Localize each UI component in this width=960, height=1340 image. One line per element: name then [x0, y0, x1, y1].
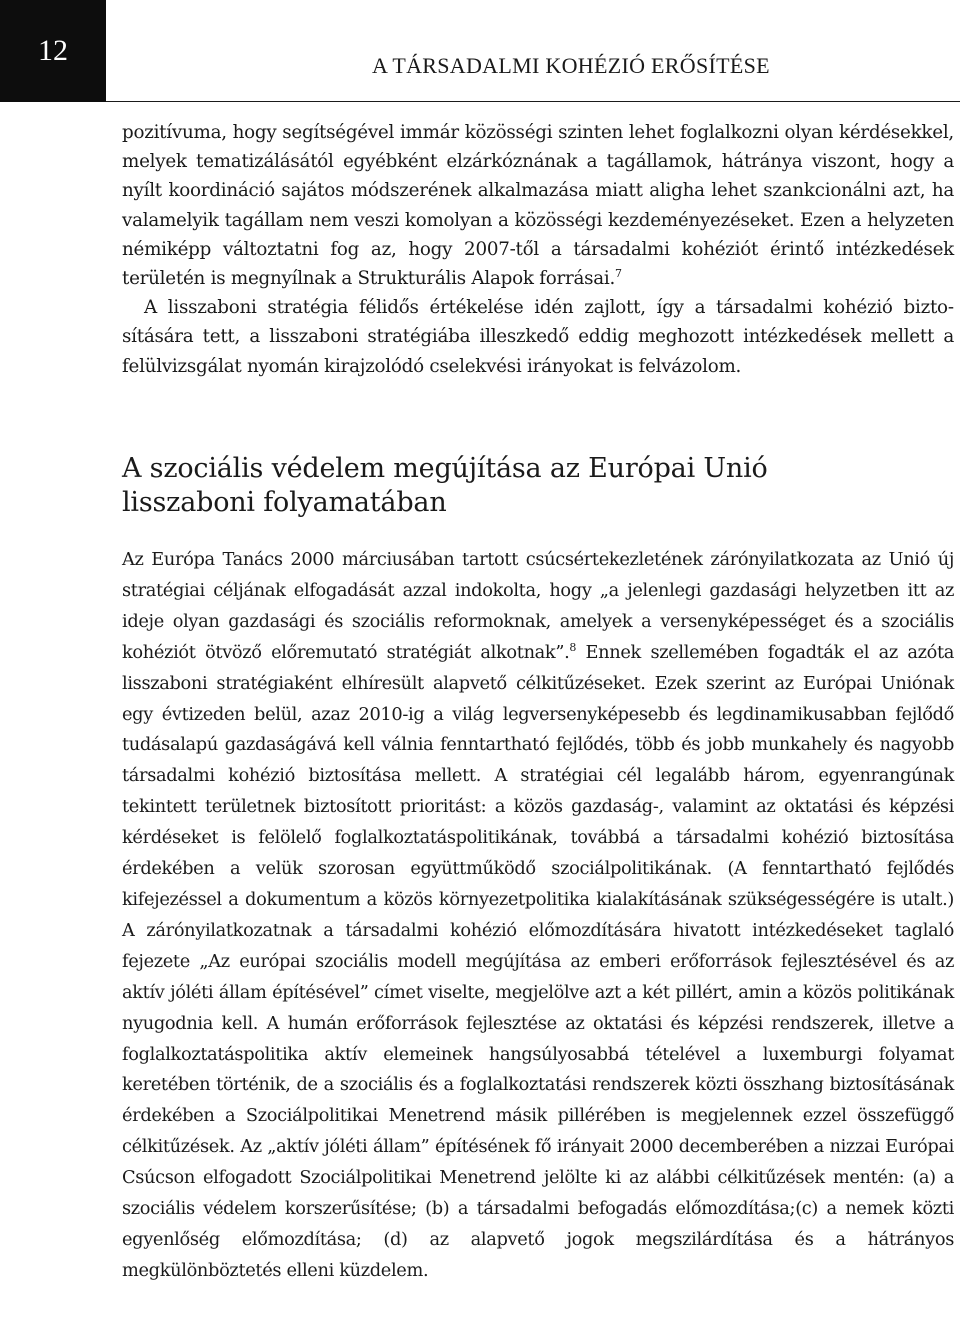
intro-text-a: pozitívuma, hogy segítségével immár közösségi szinten lehet foglalkozni olyan kérdésekkel, melyek tematizálásától egyébként elzárkóznának a tagállamok, hátránya viszont, hogy a nyílt koordináció sajátos módszerének alkalmazása miatt aligha lehet szankcionálni azt, ha valamelyik tagállam nem veszi komolyan a közösségi kezdeményezéseket. Ezen a helyzeten némiképp változtatni fog az, hogy 2007-től a társadalmi kohéziót érintő intézkedések területén is megnyílnak a Strukturális Alapok forrásai.: [122, 122, 954, 290]
page-number-box: [0, 0, 106, 102]
section-text-a: Az Európa Tanács 2000 márciusában tartott csúcsértekezletének zárónyilatkozata az Unió új stratégiai céljának elfogadását azzal indokolta, hogy „a jelenlegi gazdasági helyzetben itt az ideje olyan gazdasági és szociális reformoknak, amelyek a versenyképességet és a szociális kohéziót ötvöző előremutató stratégiát alkotnak”.: [122, 549, 954, 663]
footnote-ref-7: 7: [615, 266, 622, 280]
intro-text-b: A lisszaboni stratégia félidős értékelése idén zajlott, így a társadalmi kohézió biztosítására tett, a lisszaboni stratégiába illeszkedő eddig meghozott intézkedések mellett a felülvizsgálat nyomán kirajzolódó cselekvési irányokat is felvázolom.: [122, 297, 954, 377]
section-text-b: Ennek szellemében fogadták el az azóta lisszaboni stratégiaként elhíresült alapvető célkitűzéseket. Ezek szerint az Európai Uniónak egy évtizeden belül, azaz 2010-ig a világ legversenyképesebb és legdinamikusabban fejlődő tudásalapú gazdaságává kell válnia fenntartható fejlődés, több és jobb munkahely és nagyobb társadalmi kohézió biztosítása mellett. A stratégiai cél legalább három, egyenrangúnak tekintett területnek biztosított prioritást: a közös gazdaság-, valamint az oktatási és képzési kérdéseket is felölelő foglalkoztatáspolitikának, továbbá a társadalmi kohézió biztosítása érdekében a velük szorosan együttműködő szociálpolitikának. (A fenntartható fejlődés kifejezéssel a dokumentum a közös környezetpolitika kialakításának szükségességére is utalt.) A zárónyilatkozatnak a társadalmi kohézió előmozdítására hivatott intézkedéseket taglaló fejezete „Az európai szociális modell megújítása az emberi erőforrások fejlesztésével és az aktív jóléti állam építésével” címet viselte, megjelölve azt a két pillért, amin a közös politikának nyugodnia kell. A humán erőforrások fejlesztése az oktatási és képzési rendszerek, illetve a foglalkoztatáspolitika aktív elemeinek hangsúlyosabbá tételével a luxemburgi folyamat keretében történik, de a szociális és a foglalkoztatási rendszerek közti összhang biztosításának érdekében a Szociálpolitikai Menetrend másik pillérében is megjelennek ezzel összefüggő célkitűzések. Az „aktív jóléti állam” építésének fő irányait 2000 decemberében a nizzai Európai Csúcson elfogadott Szociálpolitikai Menetrend jelölte ki az alábbi célkitűzések mentén: (a) a szociális védelem korszerűsítése; (b) a társadalmi befogadás előmozdítása;(c) a nemek közti egyenlőség előmozdítása; (d) az alapvető jogok megszilárdítása és a hátrányos megkülönböztetés elleni küzdelem.: [122, 641, 955, 1281]
intro-paragraph: [122, 118, 954, 381]
section-title: [122, 452, 942, 520]
header-rule: [106, 101, 960, 102]
running-head: A TÁRSADALMI KOHÉZIÓ ERŐSÍTÉSE: [372, 53, 770, 78]
page-number: 12: [38, 34, 68, 67]
section-title-line-1: A szociális védelem megújítása az Európai Unió: [122, 453, 768, 484]
section-title-line-2: lisszaboni folyamatában: [122, 487, 447, 518]
footnote-ref-8: 8: [569, 640, 577, 654]
section-paragraph: [122, 545, 954, 1287]
